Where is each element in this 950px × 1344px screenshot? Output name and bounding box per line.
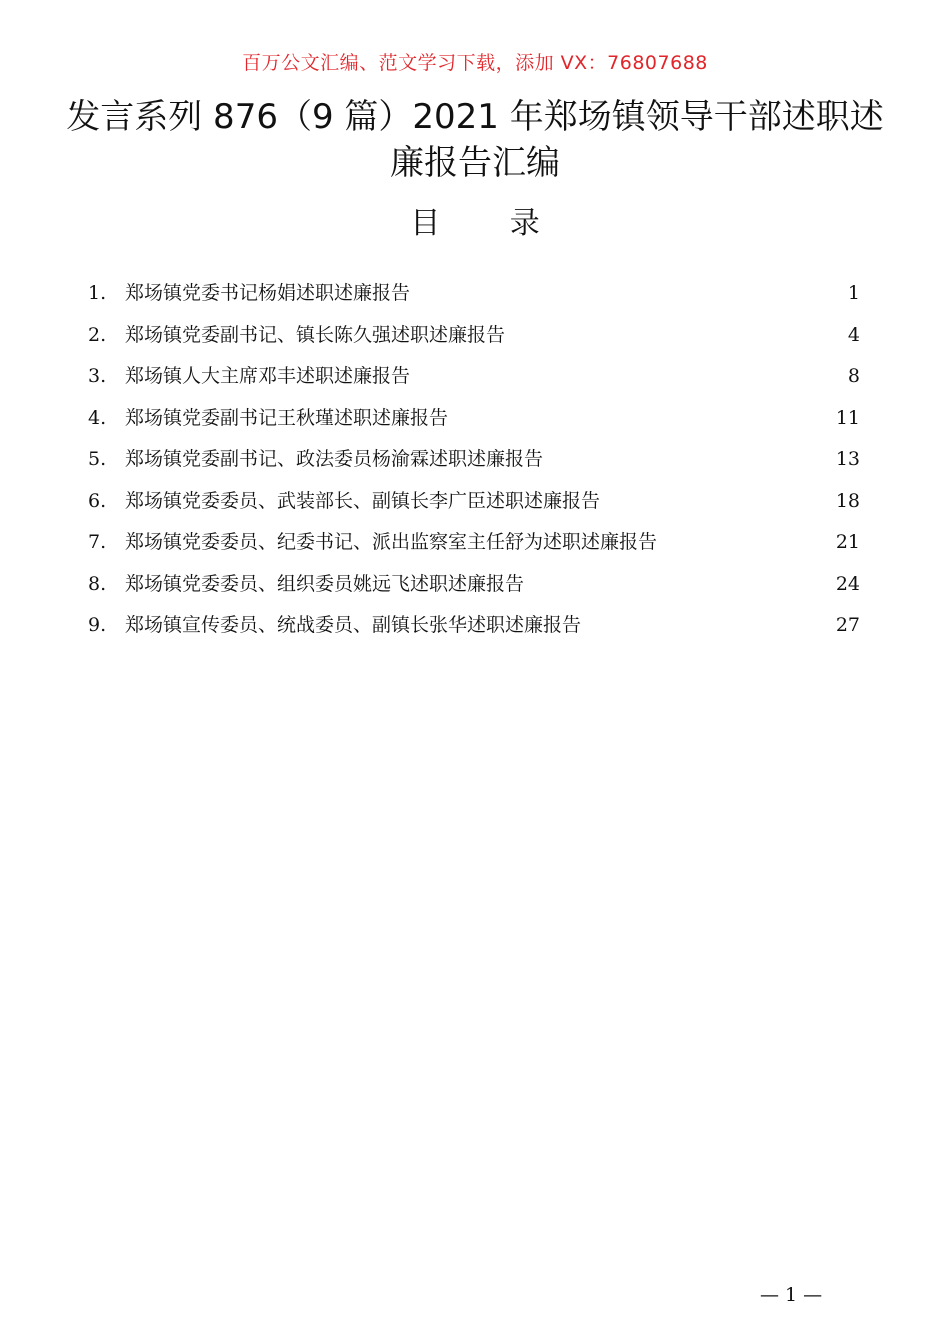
toc-entry-page: 27 bbox=[835, 614, 860, 636]
toc-entry-page: 13 bbox=[835, 448, 860, 470]
toc-entry-page: 4 bbox=[847, 323, 860, 346]
toc-entry-number: 7. bbox=[88, 531, 107, 553]
toc-entry[interactable] bbox=[88, 444, 860, 486]
toc-entry-page: 18 bbox=[835, 489, 860, 512]
toc-entry-title: 郑场镇党委委员、武装部长、副镇长李广臣述职述廉报告 bbox=[125, 489, 601, 512]
toc-entry-number: 4. bbox=[88, 406, 107, 429]
toc-entry-number: 2. bbox=[88, 323, 107, 346]
table-of-contents bbox=[88, 278, 860, 652]
toc-entry-page: 1 bbox=[847, 282, 860, 304]
toc-entry[interactable] bbox=[88, 527, 860, 569]
toc-entry-number: 1. bbox=[88, 282, 107, 304]
toc-entry-title: 郑场镇党委委员、纪委书记、派出监察室主任舒为述职述廉报告 bbox=[125, 531, 658, 553]
page-number: — 1 — bbox=[760, 1284, 823, 1306]
toc-entry[interactable] bbox=[88, 610, 860, 652]
toc-entry[interactable] bbox=[88, 569, 860, 611]
toc-entry[interactable] bbox=[88, 278, 860, 320]
toc-entry-page: 8 bbox=[847, 365, 860, 387]
toc-entry-title: 郑场镇党委副书记、政法委员杨渝霖述职述廉报告 bbox=[125, 448, 544, 470]
toc-entry-page: 24 bbox=[835, 572, 860, 595]
toc-entry[interactable] bbox=[88, 486, 860, 528]
toc-entry-number: 9. bbox=[88, 614, 107, 636]
toc-entry[interactable] bbox=[88, 320, 860, 362]
toc-entry-title: 郑场镇党委书记杨娟述职述廉报告 bbox=[125, 282, 411, 304]
toc-entry[interactable] bbox=[88, 403, 860, 445]
toc-entry-number: 8. bbox=[88, 572, 107, 595]
toc-entry-title: 郑场镇宣传委员、统战委员、副镇长张华述职述廉报告 bbox=[125, 614, 582, 636]
toc-entry-title: 郑场镇人大主席邓丰述职述廉报告 bbox=[125, 365, 411, 387]
document-title: 发言系列 876（9 篇）2021 年郑场镇领导干部述职述廉报告汇编 bbox=[66, 97, 884, 183]
toc-entry-number: 6. bbox=[88, 489, 107, 512]
toc-entry-number: 3. bbox=[88, 365, 107, 387]
toc-heading: 目 录 bbox=[410, 206, 570, 241]
toc-entry-title: 郑场镇党委委员、组织委员姚远飞述职述廉报告 bbox=[125, 572, 525, 595]
toc-entry[interactable] bbox=[88, 361, 860, 403]
toc-entry-title: 郑场镇党委副书记王秋瑾述职述廉报告 bbox=[125, 406, 449, 429]
toc-entry-number: 5. bbox=[88, 448, 107, 470]
promo-banner: 百万公文汇编、范文学习下载，添加 VX：76807688 bbox=[242, 52, 708, 74]
toc-entry-title: 郑场镇党委副书记、镇长陈久强述职述廉报告 bbox=[125, 323, 506, 346]
toc-entry-page: 21 bbox=[835, 531, 860, 553]
toc-entry-page: 11 bbox=[835, 406, 860, 429]
